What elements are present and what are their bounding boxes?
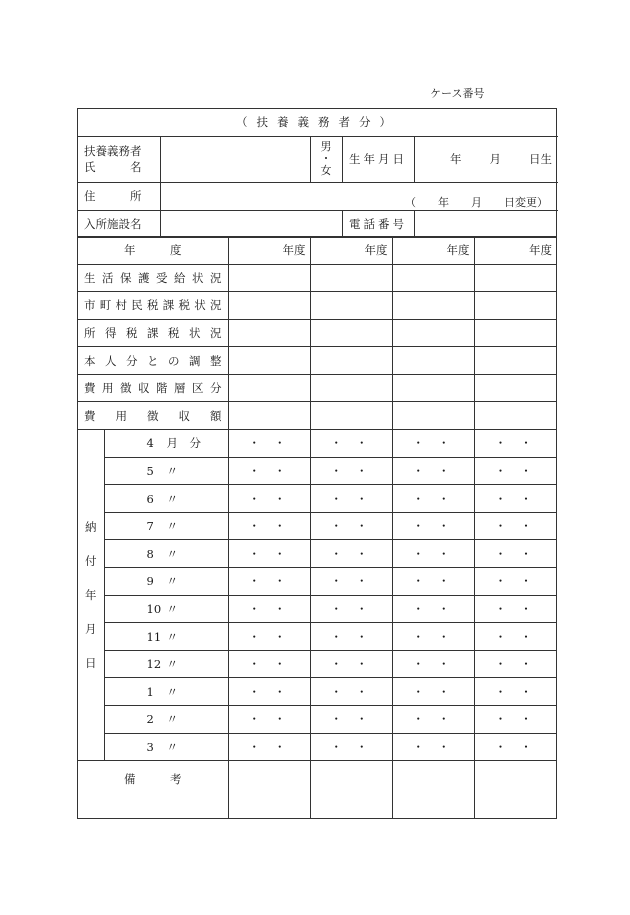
row-label: 市 町 村 民 税 課 税 状 況 xyxy=(78,292,228,320)
value-cell[interactable] xyxy=(392,347,474,375)
fiscal-year-header[interactable]: 年度 xyxy=(474,237,556,264)
value-cell[interactable] xyxy=(310,402,392,430)
row-label: 費 用 徴 収 階 層 区 分 xyxy=(78,374,228,402)
payment-date-cell[interactable]: ・・ xyxy=(392,457,474,485)
value-cell[interactable] xyxy=(392,402,474,430)
payment-date-cell[interactable]: ・・ xyxy=(310,430,392,458)
fiscal-year-header[interactable]: 年度 xyxy=(392,237,474,264)
value-cell[interactable] xyxy=(474,374,556,402)
address-change-date: （ 年 月 日変更） xyxy=(405,195,549,209)
value-cell[interactable] xyxy=(310,264,392,292)
payment-section xyxy=(77,236,557,819)
payment-date-cell[interactable]: ・・ xyxy=(228,430,310,458)
value-cell[interactable] xyxy=(228,347,310,375)
value-cell[interactable] xyxy=(228,761,310,819)
value-cell[interactable] xyxy=(228,374,310,402)
payment-date-cell[interactable]: ・・ xyxy=(310,623,392,651)
value-cell[interactable] xyxy=(474,292,556,320)
sex-selector[interactable]: 男 ・ 女 xyxy=(310,136,342,182)
value-cell[interactable] xyxy=(474,319,556,347)
payment-date-cell[interactable]: ・・ xyxy=(392,733,474,761)
sex-male-option[interactable]: 男 xyxy=(320,140,332,153)
month-label: 5 〃 xyxy=(104,457,228,485)
fiscal-year-header[interactable]: 年度 xyxy=(310,237,392,264)
payment-date-cell[interactable]: ・・ xyxy=(310,650,392,678)
payment-date-cell[interactable]: ・・ xyxy=(310,706,392,734)
payment-date-cell[interactable]: ・・ xyxy=(392,568,474,596)
fiscal-year-label: 年 度 xyxy=(78,237,228,264)
month-label: 12 〃 xyxy=(104,650,228,678)
payment-date-cell[interactable]: ・・ xyxy=(474,595,556,623)
phone-field[interactable] xyxy=(414,210,558,237)
facility-label: 入所施設名 xyxy=(78,210,160,237)
month-label: 2 〃 xyxy=(104,706,228,734)
payment-date-cell[interactable]: ・・ xyxy=(310,595,392,623)
month-label: 1 〃 xyxy=(104,678,228,706)
month-label: 3 〃 xyxy=(104,733,228,761)
value-cell[interactable] xyxy=(474,347,556,375)
payment-date-cell[interactable]: ・・ xyxy=(392,430,474,458)
payment-date-cell[interactable]: ・・ xyxy=(228,595,310,623)
facility-field[interactable] xyxy=(160,210,342,237)
payment-date-cell[interactable]: ・・ xyxy=(392,540,474,568)
payment-date-cell[interactable]: ・・ xyxy=(474,678,556,706)
value-cell[interactable] xyxy=(310,292,392,320)
payment-date-cell[interactable]: ・・ xyxy=(310,568,392,596)
value-cell[interactable] xyxy=(392,292,474,320)
payment-date-cell[interactable]: ・・ xyxy=(392,650,474,678)
payment-date-cell[interactable]: ・・ xyxy=(392,623,474,651)
obligor-name-label: 扶養義務者 氏 名 xyxy=(78,136,160,182)
payment-date-cell[interactable]: ・・ xyxy=(474,733,556,761)
month-label: 11 〃 xyxy=(104,623,228,651)
value-cell[interactable] xyxy=(310,319,392,347)
address-label: 住 所 xyxy=(78,182,160,210)
value-cell[interactable] xyxy=(474,761,556,819)
payment-date-cell[interactable]: ・・ xyxy=(310,540,392,568)
payment-date-cell[interactable]: ・・ xyxy=(310,485,392,513)
payment-date-cell[interactable]: ・・ xyxy=(392,595,474,623)
row-label: 生 活 保 護 受 給 状 況 xyxy=(78,264,228,292)
payment-date-cell[interactable]: ・・ xyxy=(392,485,474,513)
payment-date-cell[interactable]: ・・ xyxy=(228,678,310,706)
value-cell[interactable] xyxy=(228,292,310,320)
row-label: 所 得 税 課 税 状 況 xyxy=(78,319,228,347)
month-label: 4 月 分 xyxy=(104,430,228,458)
birthdate-label: 生年月日 xyxy=(342,136,414,182)
value-cell[interactable] xyxy=(392,319,474,347)
value-cell[interactable] xyxy=(474,264,556,292)
month-label: 9 〃 xyxy=(104,568,228,596)
payment-date-cell[interactable]: ・・ xyxy=(474,650,556,678)
value-cell[interactable] xyxy=(228,264,310,292)
payment-date-label: 納 付 年 月 日 xyxy=(78,430,104,761)
month-label: 10 〃 xyxy=(104,595,228,623)
payment-date-cell[interactable]: ・・ xyxy=(310,457,392,485)
obligor-info-section xyxy=(77,108,557,238)
fiscal-year-header[interactable]: 年度 xyxy=(228,237,310,264)
payment-date-cell[interactable]: ・・ xyxy=(474,485,556,513)
value-cell[interactable] xyxy=(392,264,474,292)
value-cell[interactable] xyxy=(392,374,474,402)
row-label: 本 人 分 と の 調 整 xyxy=(78,347,228,375)
birthdate-field[interactable]: 年 月 日生 xyxy=(414,136,558,182)
payment-date-cell[interactable]: ・・ xyxy=(310,512,392,540)
value-cell[interactable] xyxy=(228,319,310,347)
payment-date-cell[interactable]: ・・ xyxy=(310,678,392,706)
case-number-label: ケース番号 xyxy=(430,87,485,100)
payment-date-cell[interactable]: ・・ xyxy=(310,733,392,761)
value-cell[interactable] xyxy=(392,761,474,819)
payment-date-cell[interactable]: ・・ xyxy=(392,512,474,540)
value-cell[interactable] xyxy=(310,347,392,375)
phone-label: 電話番号 xyxy=(342,210,414,237)
payment-date-cell[interactable]: ・・ xyxy=(474,706,556,734)
payment-date-cell[interactable]: ・・ xyxy=(474,512,556,540)
obligor-name-field[interactable] xyxy=(160,136,310,182)
payment-date-cell[interactable]: ・・ xyxy=(228,540,310,568)
value-cell[interactable] xyxy=(474,402,556,430)
payment-date-cell[interactable]: ・・ xyxy=(228,623,310,651)
payment-date-cell[interactable]: ・・ xyxy=(228,512,310,540)
value-cell[interactable] xyxy=(228,402,310,430)
remarks-label: 備 考 xyxy=(78,761,228,819)
payment-date-cell[interactable]: ・・ xyxy=(474,457,556,485)
payment-date-cell[interactable]: ・・ xyxy=(228,457,310,485)
payment-date-cell[interactable]: ・・ xyxy=(474,540,556,568)
month-label: 8 〃 xyxy=(104,540,228,568)
month-label: 6 〃 xyxy=(104,485,228,513)
month-label: 7 〃 xyxy=(104,512,228,540)
value-cell[interactable] xyxy=(310,761,392,819)
sex-female-option[interactable]: 女 xyxy=(320,164,332,177)
payment-date-cell[interactable]: ・・ xyxy=(392,706,474,734)
payment-date-cell[interactable]: ・・ xyxy=(228,733,310,761)
payment-date-cell[interactable]: ・・ xyxy=(474,568,556,596)
payment-date-cell[interactable]: ・・ xyxy=(474,430,556,458)
payment-date-cell[interactable]: ・・ xyxy=(392,678,474,706)
payment-date-cell[interactable]: ・・ xyxy=(228,568,310,596)
payment-date-cell[interactable]: ・・ xyxy=(228,650,310,678)
payment-date-cell[interactable]: ・・ xyxy=(228,485,310,513)
value-cell[interactable] xyxy=(310,374,392,402)
address-field[interactable] xyxy=(160,182,558,210)
payment-date-cell[interactable]: ・・ xyxy=(474,623,556,651)
form-title: （扶養義務者分） xyxy=(78,109,558,136)
row-label: 費 用 徴 収 額 xyxy=(78,402,228,430)
payment-date-cell[interactable]: ・・ xyxy=(228,706,310,734)
